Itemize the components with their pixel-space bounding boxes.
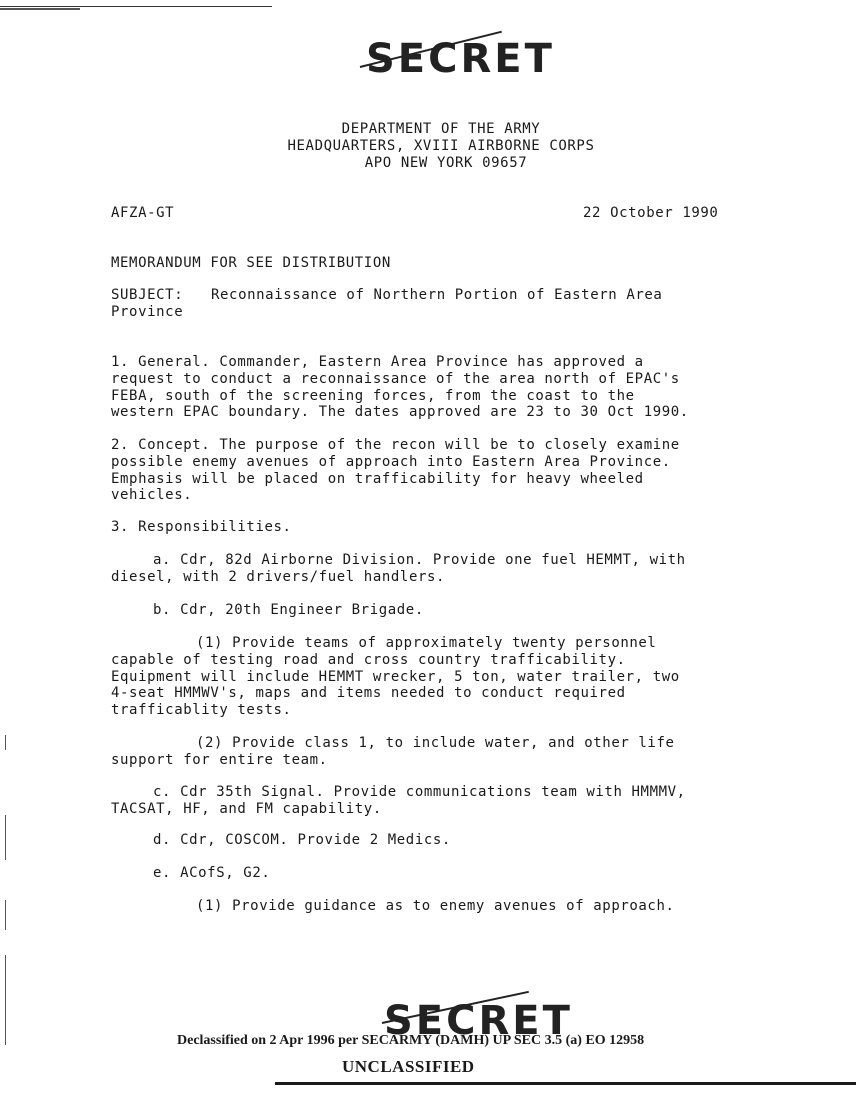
para3b2-line2: support for entire team. <box>111 752 328 768</box>
letterhead-line3: APO NEW YORK 09657 <box>364 155 528 171</box>
para3b1-line3: Equipment will include HEMMT wrecker, 5 ton, water trailer, two <box>111 669 680 685</box>
margin-scan-line-1 <box>5 735 6 750</box>
subject-line2: Province <box>111 304 184 320</box>
para3b1-line1: (1) Provide teams of approximately twenty personnel <box>196 635 657 651</box>
classification-top-text: SECRET <box>366 36 555 82</box>
top-scan-mark <box>0 8 80 10</box>
subject-label: SUBJECT: <box>111 287 184 303</box>
para3e-line: e. ACofS, G2. <box>153 865 271 881</box>
memo-date: 22 October 1990 <box>583 205 719 221</box>
subject-line1: Reconnaissance of Northern Portion of Eastern Area <box>211 287 663 303</box>
para2-line2: possible enemy avenues of approach into Eastern Area Province. <box>111 454 671 470</box>
para3a-line1: a. Cdr, 82d Airborne Division. Provide one fuel HEMMT, with <box>153 552 686 568</box>
para3c-line2: TACSAT, HF, and FM capability. <box>111 801 382 817</box>
declassification-notice: Declassified on 2 Apr 1996 per SECARMY (DAMH) UP SEC 3.5 (a) EO 12958 <box>177 1033 645 1048</box>
bottom-scan-line <box>275 1082 856 1085</box>
para3b2-line1: (2) Provide class 1, to include water, and other life <box>196 735 675 751</box>
para3b1-line2: capable of testing road and cross country trafficability. <box>111 652 626 668</box>
para3b-heading: b. Cdr, 20th Engineer Brigade. <box>153 602 424 618</box>
margin-scan-line-4 <box>5 955 6 1045</box>
letterhead-line2: HEADQUARTERS, XVIII AIRBORNE CORPS <box>287 138 595 154</box>
para2-line1: 2. Concept. The purpose of the recon will be to closely examine <box>111 437 680 453</box>
margin-scan-line-3 <box>5 900 6 930</box>
para3c-line1: c. Cdr 35th Signal. Provide communications team with HMMMV, <box>153 784 686 800</box>
para3e1-line: (1) Provide guidance as to enemy avenues of approach. <box>196 898 675 914</box>
para2-line4: vehicles. <box>111 487 193 503</box>
para1-line1: 1. General. Commander, Eastern Area Province has approved a <box>111 354 644 370</box>
para3-heading: 3. Responsibilities. <box>111 519 292 535</box>
top-scan-line <box>0 6 272 7</box>
office-symbol: AFZA-GT <box>111 205 175 221</box>
para3b1-line5: trafficablity tests. <box>111 702 292 718</box>
unclassified-marking: UNCLASSIFIED <box>342 1057 475 1076</box>
para1-line2: request to conduct a reconnaissance of the area north of EPAC's <box>111 371 680 387</box>
memo-for-line: MEMORANDUM FOR SEE DISTRIBUTION <box>111 255 391 271</box>
para1-line3: FEBA, south of the screening forces, from the coast to the <box>111 388 635 404</box>
margin-scan-line-2 <box>5 815 6 860</box>
classification-bottom-text: SECRET <box>384 998 573 1044</box>
letterhead-line1: DEPARTMENT OF THE ARMY <box>341 121 541 137</box>
para1-line4: western EPAC boundary. The dates approved are 23 to 30 Oct 1990. <box>111 404 689 420</box>
para3a-line2: diesel, with 2 drivers/fuel handlers. <box>111 569 446 585</box>
para3b1-line4: 4-seat HMMWV's, maps and items needed to conduct required <box>111 685 626 701</box>
para3d-line: d. Cdr, COSCOM. Provide 2 Medics. <box>153 832 451 848</box>
para2-line3: Emphasis will be placed on trafficability for heavy wheeled <box>111 471 644 487</box>
